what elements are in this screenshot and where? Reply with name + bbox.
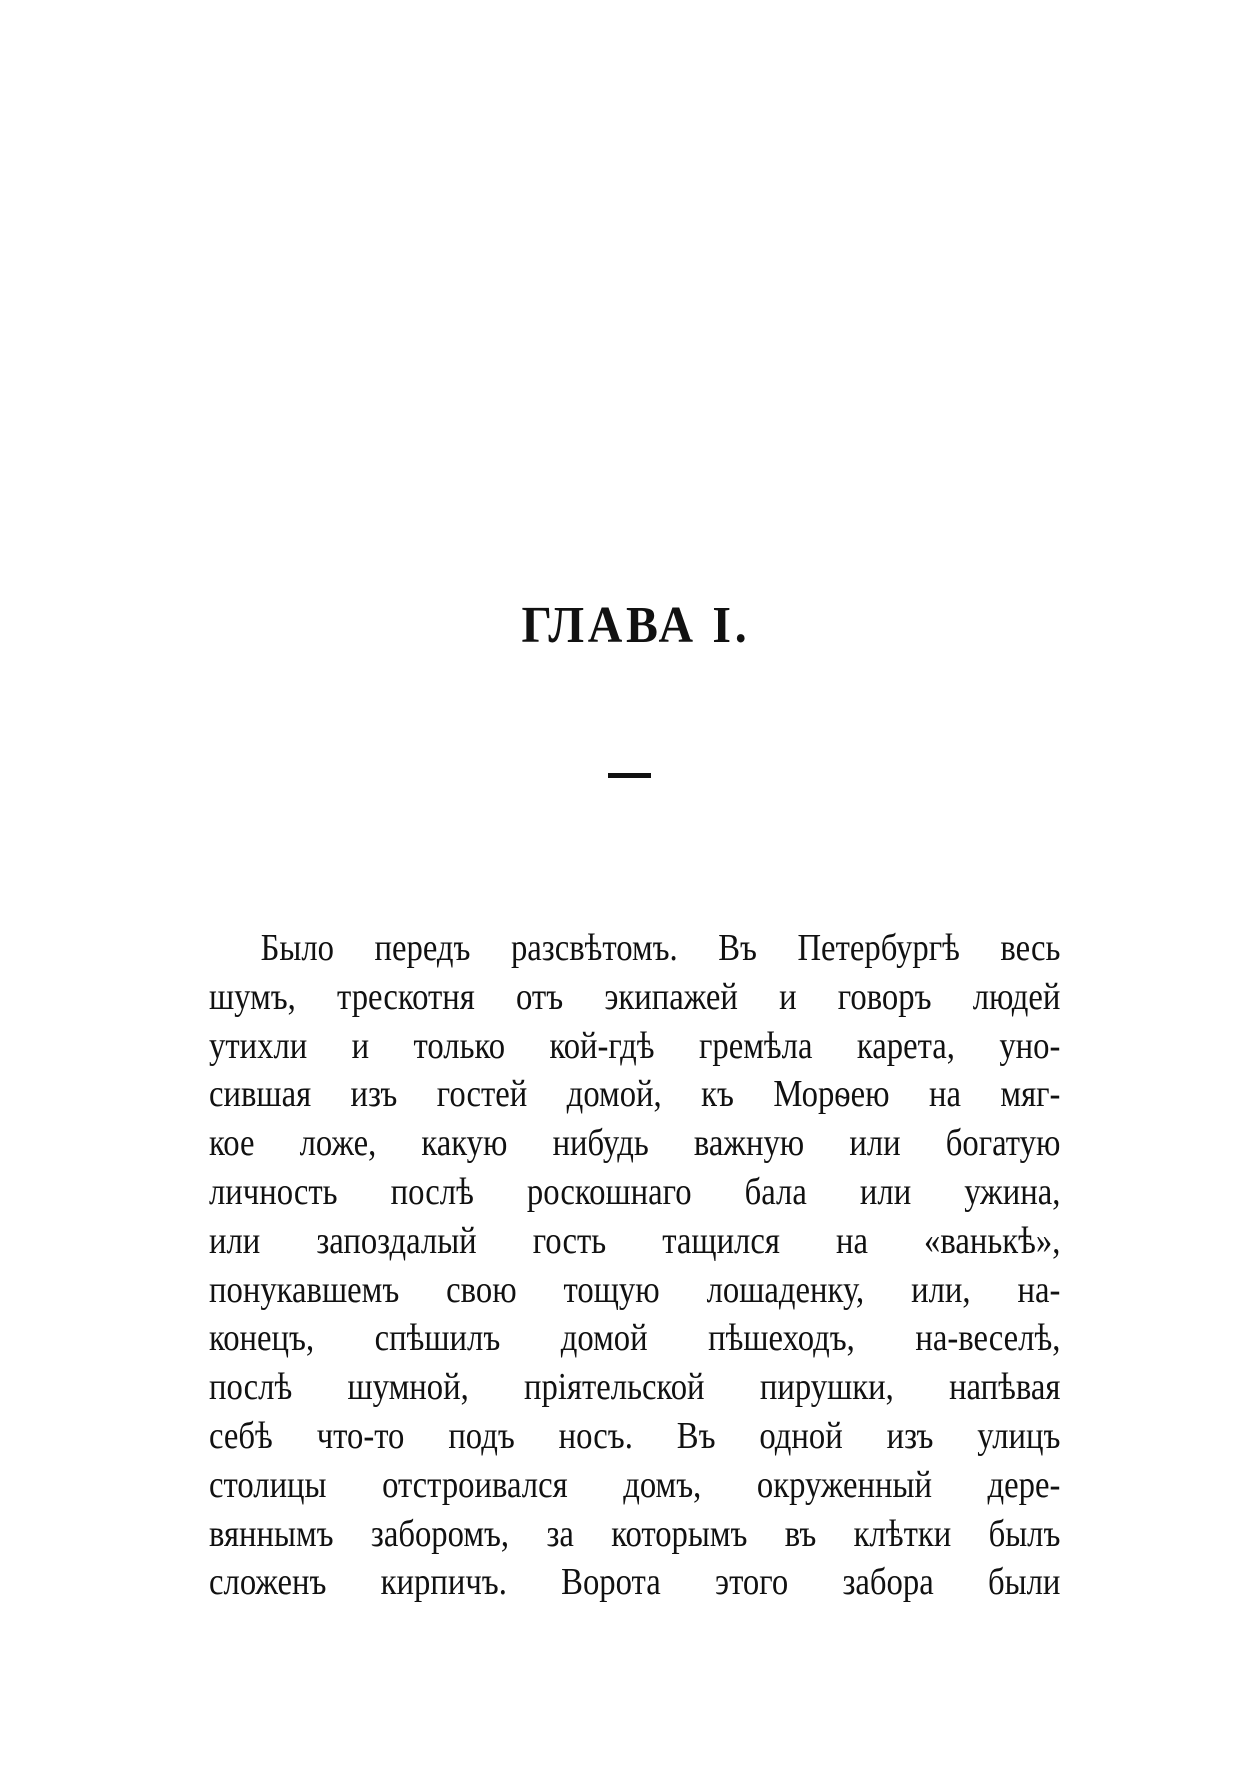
text-line: Было передъ разсвѣтомъ. Въ Петербургѣ весь xyxy=(260,927,1061,969)
text-line: столицы отстроивался домъ, окруженный дере- xyxy=(209,1463,1061,1506)
text-line: сившая изъ гостей домой, къ Морѳею на мяг- xyxy=(209,1073,1061,1116)
text-line: кое ложе, какую нибудь важную или богатую xyxy=(209,1122,1061,1165)
text-line: понукавшемъ свою тощую лошаденку, или, на- xyxy=(209,1268,1061,1311)
chapter-heading: ГЛАВА I. xyxy=(521,597,751,654)
text-line: конецъ, спѣшилъ домой пѣшеходъ, на-веселѣ, xyxy=(209,1317,1061,1360)
text-line: или запоздалый гость тащился на «ванькѣ», xyxy=(209,1219,1061,1262)
text-line: себѣ что-то подъ носъ. Въ одной изъ улицъ xyxy=(209,1414,1061,1457)
text-line: сложенъ кирпичъ. Ворота этого забора были xyxy=(209,1561,1061,1604)
text-line: личность послѣ роскошнаго бала или ужина, xyxy=(209,1170,1061,1213)
body-text xyxy=(209,924,1060,1607)
text-line: утихли и только кой-гдѣ гремѣла карета, уно- xyxy=(209,1024,1061,1067)
text-line: послѣ шумной, пріятельской пирушки, напѣвая xyxy=(209,1366,1061,1409)
text-line: вяннымъ заборомъ, за которымъ въ клѣтки былъ xyxy=(209,1512,1061,1555)
chapter-separator xyxy=(608,773,651,778)
text-line: шумъ, трескотня отъ экипажей и говоръ людей xyxy=(209,975,1061,1018)
